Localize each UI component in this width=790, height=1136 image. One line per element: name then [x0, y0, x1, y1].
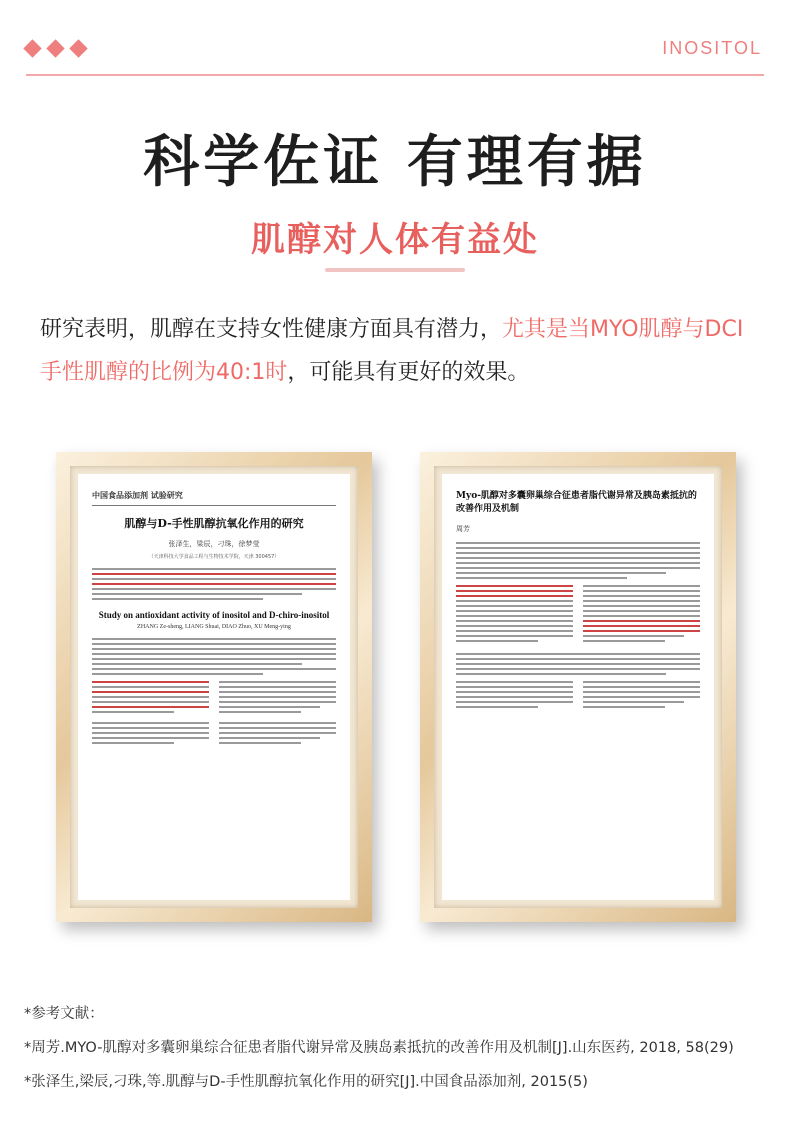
diamond-icon	[46, 39, 64, 57]
paper-page-2	[442, 474, 714, 900]
frame-mat	[70, 466, 358, 908]
paper-frame-2	[420, 452, 736, 922]
english-abstract	[92, 638, 336, 675]
references-title: *参考文献：	[24, 1006, 104, 1022]
diamond-icon	[69, 39, 87, 57]
paper-rule	[92, 505, 336, 506]
reference-item: *周芳.MYO-肌醇对多囊卵巢综合征患者脂代谢异常及胰岛素抵抗的改善作用及机制[J].山东医药, 2018, 58(29)	[24, 1040, 734, 1056]
abstract-text	[456, 542, 700, 579]
paper-authors: 周芳	[456, 525, 470, 533]
top-bar	[0, 0, 790, 80]
brand-label: INOSITOL	[662, 38, 762, 58]
intro-text-end: ，可能具有更好的效果。	[287, 360, 530, 385]
references	[24, 1002, 774, 1104]
intro-highlight: 尤其是当MYO肌醇与DCI手性肌醇的比例为40:1时	[40, 317, 744, 385]
paper-frame-1	[56, 452, 372, 922]
paper-english-authors: ZHANG Ze-sheng, LIANG Shuai, DIAO Zhuo, XU Meng-ying	[137, 624, 291, 630]
page-subtitle: 肌醇对人体有益处	[251, 220, 539, 260]
paper-english-title: Study on antioxidant activity of inositol and D-chiro-inositol	[98, 610, 330, 620]
paper-authors: 张泽生，梁辰，刁珠，徐梦莹	[168, 540, 260, 548]
journal-name: 中国食品添加剂 试验研究	[92, 490, 183, 500]
subtitle-underline	[325, 268, 465, 272]
body-columns	[92, 681, 336, 716]
body-columns	[456, 585, 700, 645]
paper-title: Myo-肌醇对多囊卵巢综合征患者脂代谢异常及胰岛素抵抗的改善作用及机制	[456, 491, 697, 514]
abstract-text	[92, 568, 336, 600]
paper-title: 肌醇与D-手性肌醇抗氧化作用的研究	[124, 517, 304, 530]
body-columns-lower	[92, 722, 336, 747]
header-divider	[26, 74, 764, 76]
page-title: 科学佐证 有理有据	[143, 130, 647, 195]
paper-page-1	[78, 474, 350, 900]
paper-affiliation: （天津科技大学食品工程与生物技术学院，天津 300457）	[148, 554, 280, 560]
reference-item: *张泽生,梁辰,刁珠,等.肌醇与D-手性肌醇抗氧化作用的研究[J].中国食品添加剂, 2015(5)	[24, 1074, 588, 1090]
intro-text: 研究表明，肌醇在支持女性健康方面具有潜力，	[40, 317, 503, 342]
diamond-icon	[23, 39, 41, 57]
body-columns-lower	[456, 681, 700, 711]
intro-paragraph	[40, 308, 760, 394]
frame-mat	[434, 466, 722, 908]
footnote-text	[456, 653, 700, 675]
diamond-decoration	[26, 42, 91, 55]
